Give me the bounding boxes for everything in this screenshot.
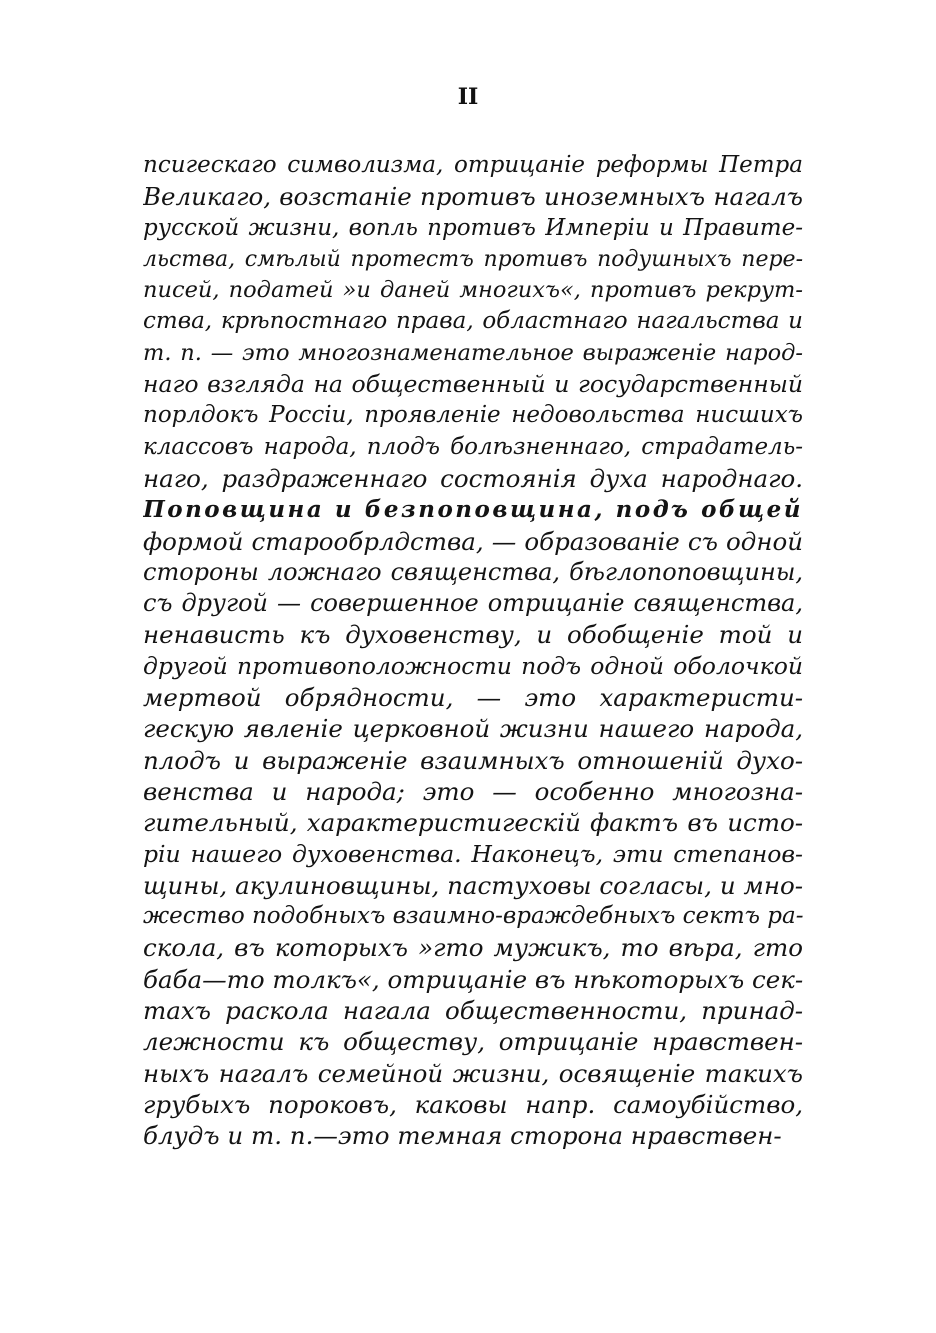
text-line: порлдокъ Россіи, проявленіе недовольства нисшихъ (143, 402, 803, 429)
text-line: Великаго, возстаніе противъ иноземныхъ нагалъ (143, 182, 803, 212)
text-line: льства, смѣлый протестъ противъ подушныхъ пере- (143, 246, 803, 272)
text-line: классовъ народа, плодъ болѣзненнаго, страдатель- (143, 433, 803, 460)
text-line: Поповщина и безпоповщина, подъ общей (143, 496, 803, 524)
text-line: ства, крѣпостнаго права, областнаго нагальства и (143, 308, 803, 335)
text-line: жество подобныхъ взаимно-враждебныхъ сектъ ра- (143, 903, 803, 930)
text-line: псигескаго символизма, отрицаніе реформы Петра (143, 152, 803, 178)
text-line: тахъ раскола нагала общественности, принад- (143, 996, 803, 1026)
text-line: блудъ и т. п.—это темная сторона нравствен- (143, 1121, 782, 1151)
text-line: лежности къ обществу, отрицаніе нравствен- (143, 1027, 803, 1057)
text-line: гескую явленіе церковной жизни нашего народа, (143, 714, 803, 744)
text-line: наго, раздраженнаго состоянія духа народнаго. (143, 463, 803, 493)
text-line: наго взгляда на общественный и государственный (143, 370, 803, 399)
text-line: съ другой — совершенное отрицаніе священства, (143, 589, 803, 618)
text-line: баба—то толкъ«, отрицаніе въ нѣкоторыхъ сек- (143, 964, 803, 994)
text-line: гительный, характеристигескій фактъ въ исто- (143, 808, 803, 838)
text-line: грубыхъ пороковъ, каковы напр. самоубійство, (143, 1089, 803, 1119)
text-line: писей, податей »и даней многихъ«, противъ рекрут- (143, 277, 803, 304)
text-line: ненависть къ духовенству, и обобщеніе той и (143, 620, 803, 650)
text-line: русской жизни, вопль противъ Имперіи и Правите- (143, 214, 803, 241)
text-line: ріи нашего духовенства. Наконецъ, эти степанов- (143, 839, 803, 868)
text-line: другой противоположности подъ одной оболочкой (143, 651, 803, 680)
text-line: мертвой обрядности, — это характеристи- (143, 683, 803, 713)
text-line: щины, акулиновщины, пастуховы согласы, и мно- (143, 870, 803, 900)
text-line: формой старообрлдства, — образованіе съ одной (143, 526, 803, 556)
page-number: II (457, 84, 479, 110)
text-line: стороны ложнаго священства, бѣглопоповщины, (143, 557, 803, 586)
body-text (143, 150, 803, 1152)
text-line: т. п. — это многознаменательное выраженіе народ- (143, 339, 803, 366)
text-line: плодъ и выраженіе взаимныхъ отношеній духо- (143, 745, 803, 775)
text-line: ныхъ нагалъ семейной жизни, освященіе такихъ (143, 1058, 803, 1088)
text-line: скола, въ которыхъ »гто мужикъ, то вѣра, гто (143, 933, 803, 963)
text-line: венства и народа; это — особенно многозна- (143, 776, 803, 806)
